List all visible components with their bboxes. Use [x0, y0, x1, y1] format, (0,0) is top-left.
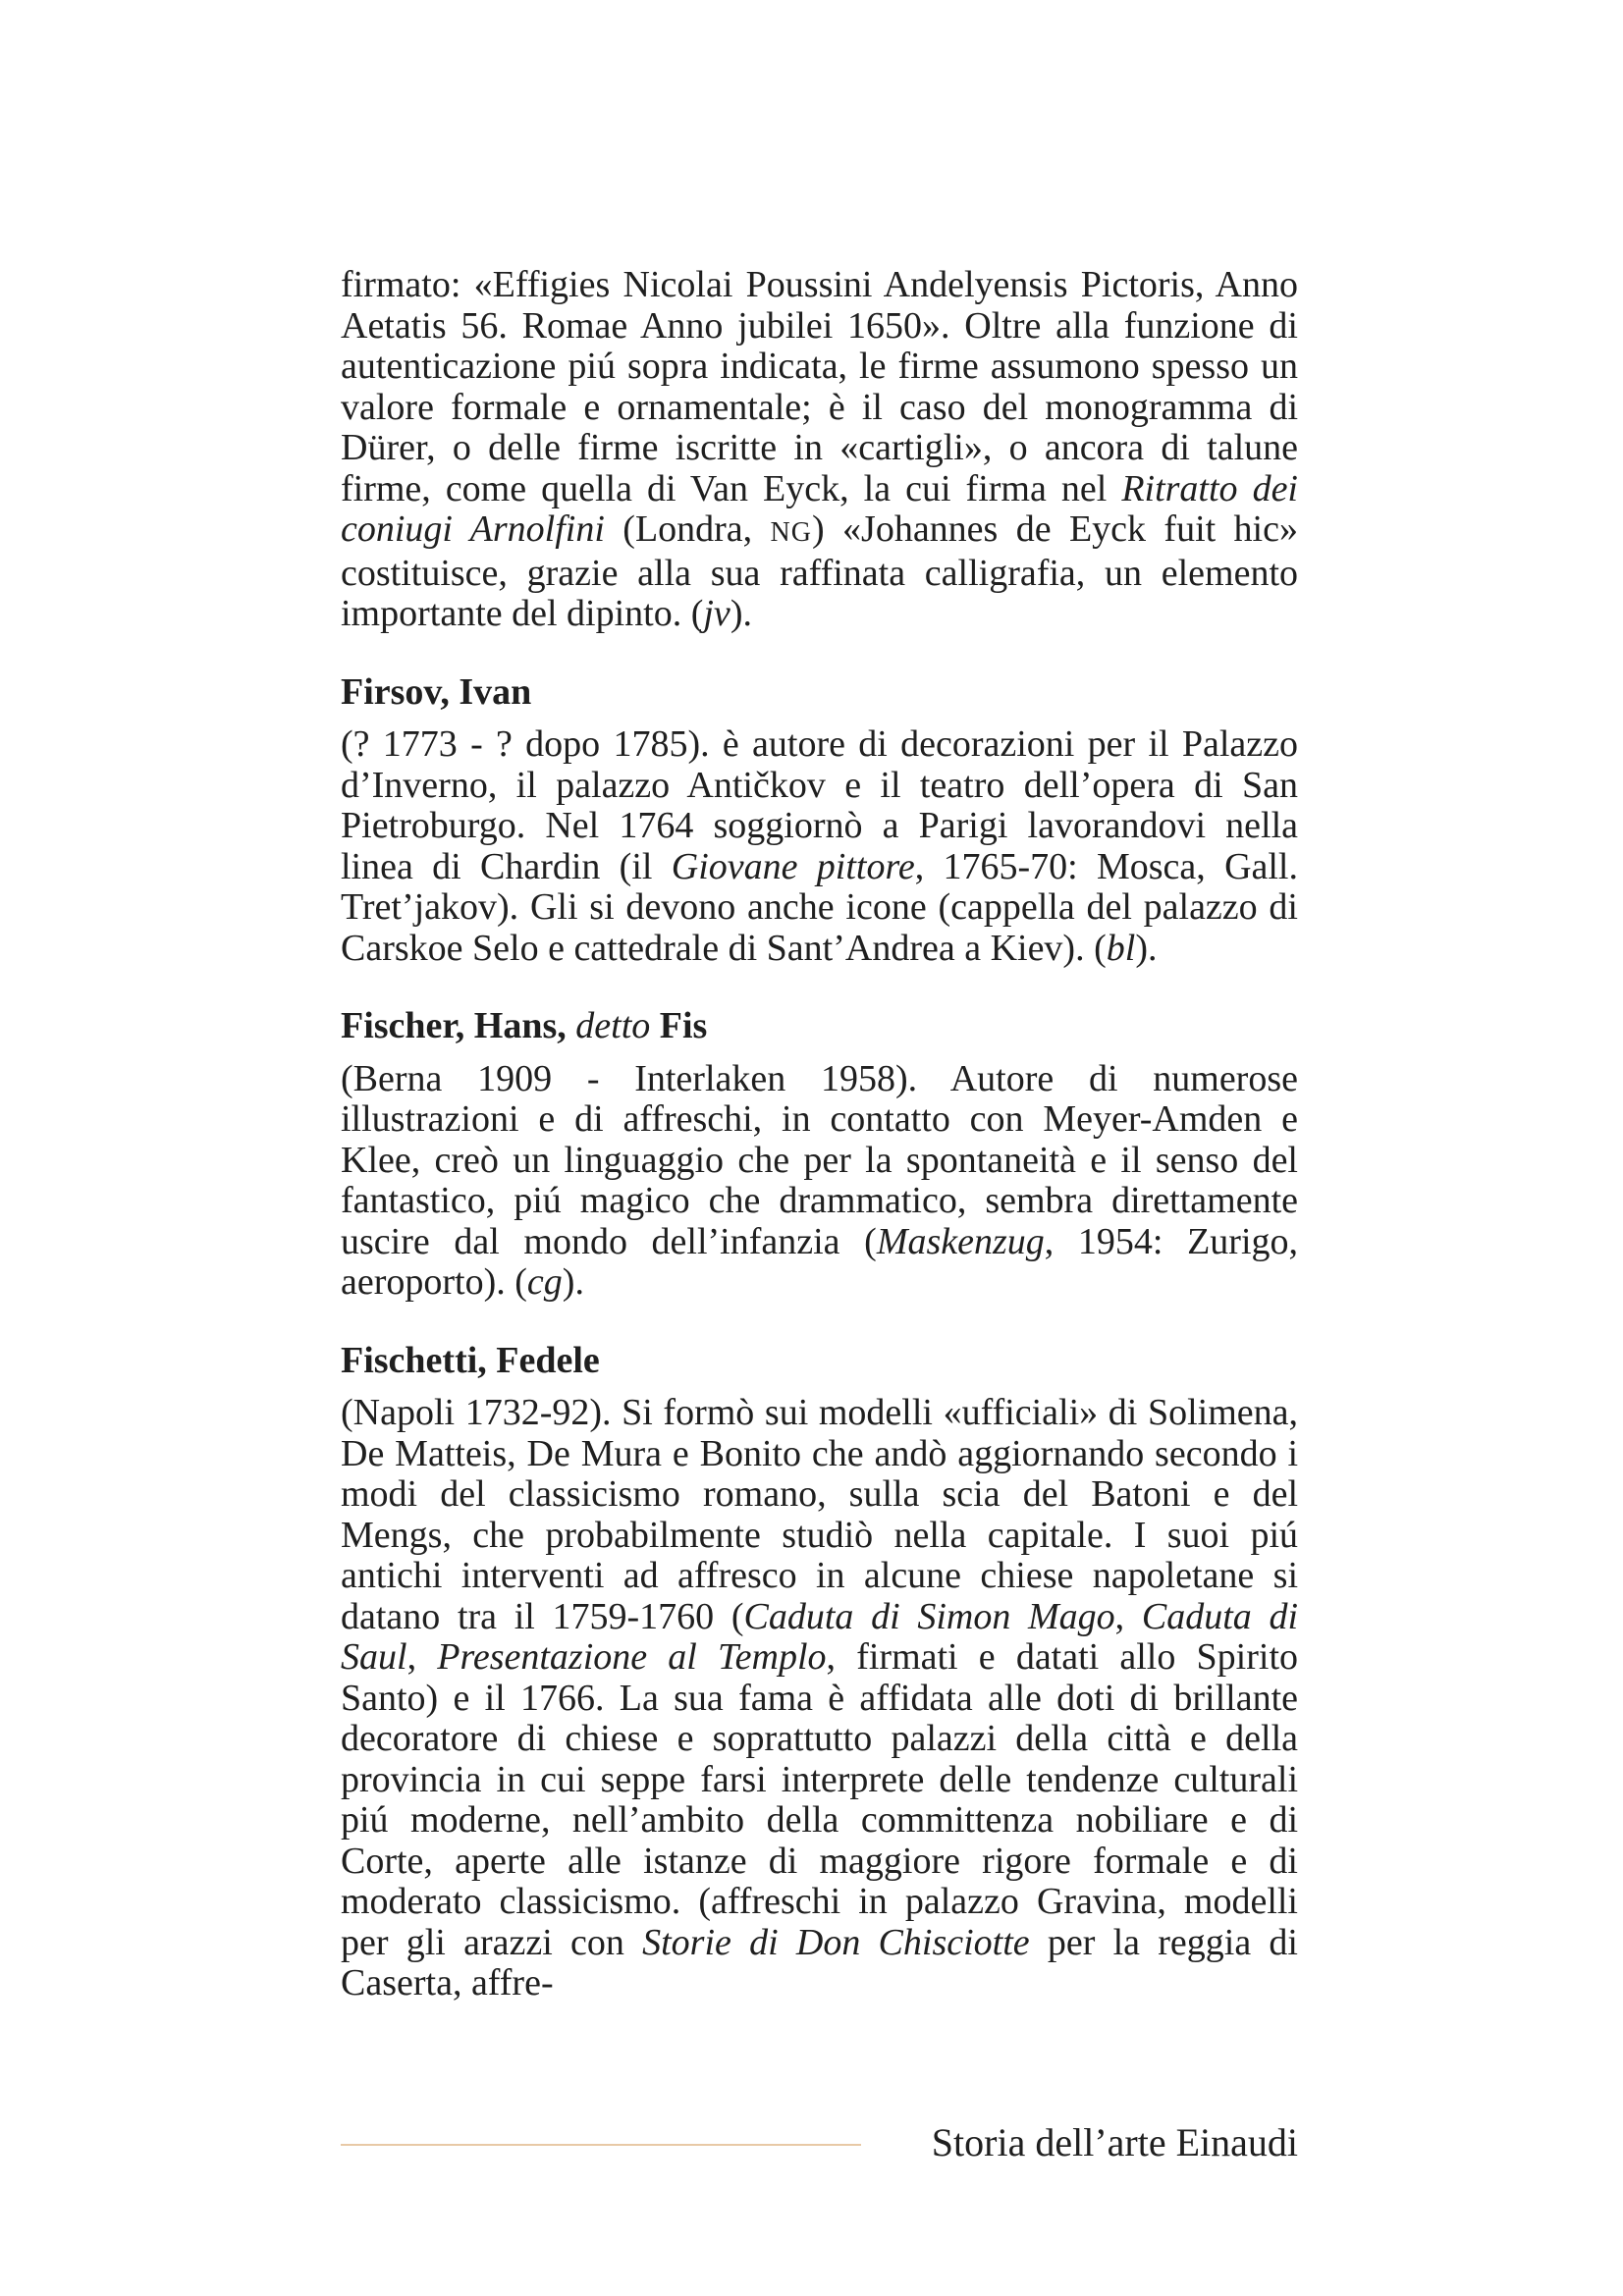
- intro-text-1: firmato: «Effigies Nicolai Poussini Andelyensis Pictoris, Anno Aetatis 56. Romae Anno jubilei 1650». Oltre alla funzione di autenticazione piú sopra indicata, le firme assumono spesso un valore formale e ornamentale; è il caso del monogramma di Dürer, o delle firme iscritte in «cartigli», o ancora di talune firme, come quella di Van Eyck, la cui firma nel: [341, 264, 1298, 509]
- footer-rule: [341, 2144, 861, 2146]
- intro-work-title: Ritratto dei coniugi Arnolfini: [341, 467, 1298, 550]
- entry-work-title: Presentazione al Templo: [437, 1636, 827, 1678]
- page-footer: [341, 2118, 1298, 2167]
- entry-text: (Napoli 1732-92). Si formò sui modelli «ufficiali» di Solimena, De Matteis, De Mura e Bonito che andò aggiornando secondo i modi del classicismo romano, sulla scia del Batoni e del Mengs, che probabilmente studiò nella capitale. I suoi piú antichi interventi ad affresco in alcune chiese napoletane si datano tra il 1759-1760 (: [341, 1392, 1298, 1637]
- entry-body: [341, 1059, 1298, 1304]
- entry-work-title: Maskenzug: [876, 1220, 1045, 1262]
- entry-firsov: [341, 672, 1298, 970]
- entry-text: ,: [406, 1636, 438, 1678]
- entry-heading-detto: detto: [575, 1005, 651, 1046]
- entry-text: ).: [1135, 927, 1158, 969]
- entry-work-title: Storie di Don Chisciotte: [642, 1921, 1030, 1963]
- entry-heading: Firsov, Ivan: [341, 670, 532, 713]
- entry-work-title: Caduta di Simon Mago: [743, 1595, 1115, 1637]
- entry-heading: [341, 1006, 1298, 1047]
- entry-work-title: Giovane pittore: [671, 845, 915, 887]
- intro-text-4: ).: [730, 593, 752, 634]
- entry-text: (? 1773 - ? dopo 1785). è autore di decorazioni per il Palazzo d’Inverno, il palazzo Antičkov e il teatro dell’opera di San Pietroburgo. Nel 1764 soggiornò a Parigi lavorandovi nella linea di Chardin (il: [341, 723, 1298, 887]
- intro-author-initials: jv: [703, 593, 730, 634]
- footer-title: Storia dell’arte Einaudi: [931, 2120, 1298, 2164]
- intro-ng-abbrev: NG: [770, 517, 812, 548]
- entry-text: (Berna 1909 - Interlaken 1958). Autore di numerose illustrazioni e di affreschi, in contatto con Meyer-Amden e Klee, creò un linguaggio che per la spontaneità e il senso del fantastico, piú magico che drammatico, sembra direttamente uscire dal mondo dell’infanzia (: [341, 1057, 1298, 1262]
- entry-heading-alias: Fis: [650, 1005, 708, 1046]
- entry-text: ).: [562, 1261, 584, 1303]
- entry-body: [341, 1393, 1298, 2004]
- entry-text: , 1765-70: Mosca, Gall. Tret’jakov). Gli si devono anche icone (cappella del palazzo di Carskoe Selo e cattedrale di Sant’Andrea a Kiev). (: [341, 845, 1298, 969]
- intro-paragraph: [341, 265, 1298, 635]
- entry-text: per la reggia di Caserta, affre-: [341, 1921, 1298, 2003]
- entry-fischetti: [341, 1341, 1298, 2004]
- entry-author-initials: bl: [1106, 927, 1136, 969]
- entry-work-title: Caduta di Saul: [341, 1595, 1298, 1678]
- entry-text: , firmati e datati allo Spirito Santo) e il 1766. La sua fama è affidata alle doti di brillante decoratore di chiese e soprattutto palazzi della città e della provincia in cui seppe farsi interprete delle tendenze culturali piú moderne, nell’ambito della committenza nobiliare e di Corte, aperte alle istanze di maggiore rigore formale e di moderato classicismo. (affreschi in palazzo Gravina, modelli per gli arazzi con: [341, 1636, 1298, 1963]
- entry-body: [341, 724, 1298, 969]
- entry-text: ,: [1114, 1595, 1142, 1637]
- entry-heading: Fischetti, Fedele: [341, 1339, 600, 1381]
- entry-text: , 1954: Zurigo, aeroporto). (: [341, 1220, 1299, 1303]
- entry-author-initials: cg: [526, 1261, 563, 1303]
- intro-text-2: (Londra,: [604, 508, 771, 550]
- entry-heading-name: Fischer, Hans,: [341, 1005, 576, 1046]
- intro-text-3: ) «Johannes de Eyck fuit hic» costituisce, grazie alla sua raffinata calligrafia, un elemento importante del dipinto. (: [341, 508, 1298, 634]
- entry-fischer: [341, 1006, 1298, 1304]
- page-body: [341, 265, 1298, 2004]
